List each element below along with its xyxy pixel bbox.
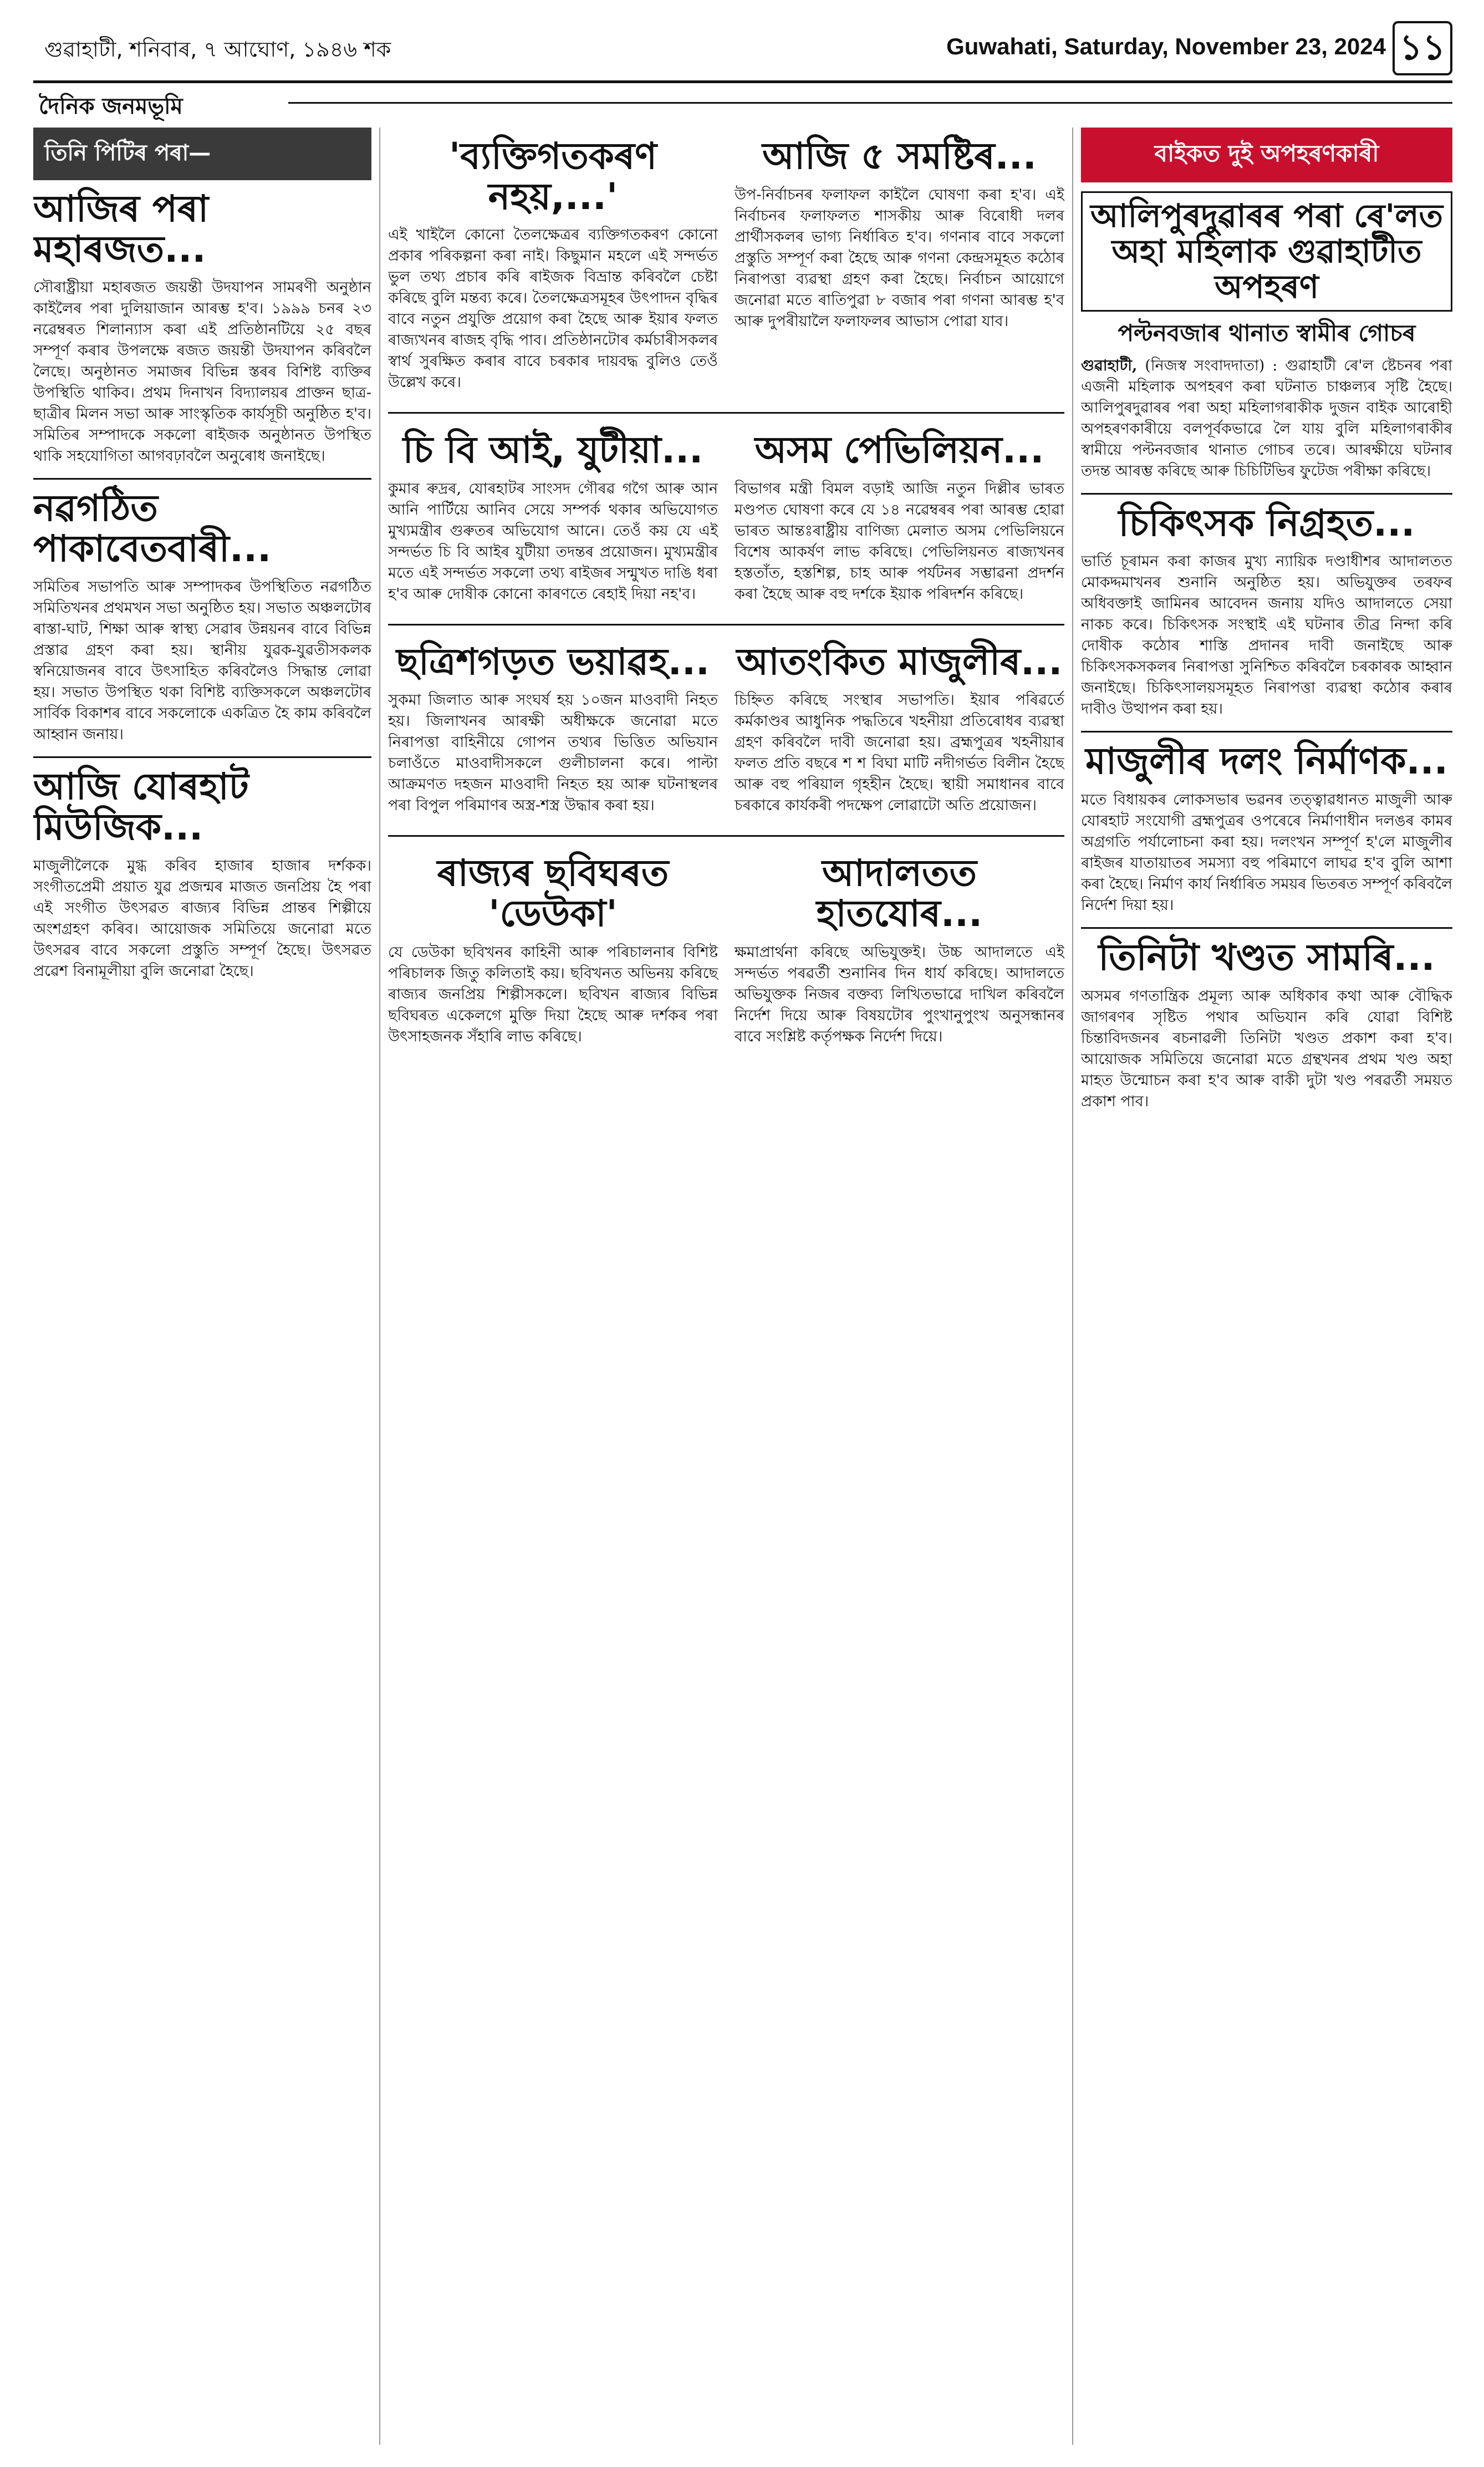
article-body: চিহ্নিত কৰিছে সংস্থাৰ সভাপতি। ইয়াৰ পৰিৱৰ্তে কৰ্মকাণ্ডৰ আধুনিক পদ্ধতিৰে খহনীয়া প্ৰতিৰোধৰ ব্যৱস্থা গ্ৰহণ কৰিবলৈ দাবী জনোৱা হয়। ব্ৰহ্মপুত্ৰৰ খহনীয়াৰ ফলত প্ৰতি বছৰে শ শ বিঘা মাটি নদীগৰ্ভত বিলীন হৈছে আৰু বহু পৰিয়াল গৃহহীন হৈছে। স্থায়ী সমাধানৰ বাবে চৰকাৰে কাৰ্যকৰী পদক্ষেপ লোৱাটো অতি প্ৰয়োজন। [735,691,1064,815]
article-headline: আতংকিত মাজুলীৰ... [736,640,1063,683]
masthead [33,11,1452,78]
article-divider [388,412,1064,414]
article-headline: চি বি আই, যুটীয়া... [402,429,703,472]
article [388,421,718,616]
section-kicker: বাইকত দুই অপহৰণকাৰী [1081,128,1452,182]
article-divider [33,478,371,480]
article-row [388,128,1064,404]
article-headline: মাজুলীৰ দলং নিৰ্মাণক... [1085,740,1448,783]
article-divider [1081,493,1452,495]
article-dateline: গুৱাহাটী, [1081,357,1138,374]
article-headline: অসম পেভিলিয়ন... [754,429,1044,472]
article-headline: আজিৰ পৰা মহাৰজত... [33,187,209,271]
article-subheadline: পল্টনবজাৰ থানাত স্বামীৰ গোচৰ [1118,319,1416,347]
article [735,633,1064,828]
article-headline: নৱগঠিত পাকাবেতবাৰী... [33,487,272,570]
article-divider [388,835,1064,837]
article-headline: চিকিৎসক নিগ্ৰহত... [1118,501,1415,545]
article-headline: 'ব্যক্তিগতকৰণ নহয়,...' [448,135,657,218]
article-body: অসমৰ গণতান্ত্ৰিক প্ৰমূল্য আৰু অধিকাৰ কথা আৰু বৌদ্ধিক জাগৰণৰ সৃষ্টিত পথাৰ অভিযান কৰি যোৱা বিশিষ্ট চিন্তাবিদজনৰ ৰচনাৱলী তিনিটা খণ্ডত প্ৰকাশ কৰা হ'ব। আয়োজক সমিতিয়ে জনোৱা মতে গ্ৰন্থখনৰ প্ৰথম খণ্ড অহা মাহত উন্মোচন কৰা হ'ব আৰু বাকী দুটা খণ্ড পৰৱৰ্তী সময়ত প্ৰকাশ পাব। [1081,987,1452,1110]
article-body: মতে বিধায়কৰ লোকসভাৰ ভৱনৰ তত্ত্বাৱধানত মাজুলী আৰু যোৰহাট সংযোগী ব্ৰহ্মপুত্ৰৰ ওপৰেৰে নিৰ্মাণাধীন দলঙৰ কামৰ অগ্ৰগতি পৰ্যালোচনা কৰা হয়। দলংখন সম্পূৰ্ণ হ'লে মাজুলীৰ ৰাইজৰ যাতায়াতৰ সমস্যা বহু পৰিমাণে লাঘৱ হ'ব বুলি আশা কৰা হৈছে। নিৰ্মাণ কাৰ্য নিৰ্ধাৰিত সময়ৰ ভিতৰত সম্পূৰ্ণ কৰিবলৈ নিৰ্দেশ দিয়া হয়। [1081,791,1452,914]
article [388,845,718,1058]
article-body: ক্ষমাপ্ৰাৰ্থনা কৰিছে অভিযুক্তই। উচ্চ আদালতে এই সন্দৰ্ভত পৰৱৰ্তী শুনানিৰ দিন ধাৰ্য কৰিছে। আদালতে অভিযুক্তক নিজৰ বক্তব্য লিখিতভাৱে দাখিল কৰিবলৈ নিৰ্দেশ দিয়ে আৰু বিষয়টোৰ পুংখানুপুংখ অনুসন্ধানৰ বাবে সংশ্লিষ্ট কৰ্তৃপক্ষক নিৰ্দেশ দিয়ে। [735,943,1064,1045]
article-headline: আদালতত হাতযোৰ... [816,852,983,935]
article-row [388,421,1064,616]
article [735,845,1064,1058]
paper-name: দৈনিক জনমভূমি [39,94,183,119]
page-number: ১১ [1393,21,1452,75]
article [388,128,718,404]
paper-name-rule [288,102,1452,104]
article-body [1081,355,1452,482]
article [735,421,1064,616]
section-kicker: তিনি পিটিৰ পৰা— [33,128,371,180]
article-headline: আজি ৫ সমষ্টিৰ... [762,135,1037,177]
article-body: উপ-নিৰ্বাচনৰ ফলাফল কাইলৈ ঘোষণা কৰা হ'ব। এই নিৰ্বাচনৰ ফলাফলত শাসকীয় আৰু বিৰোধী দলৰ প্ৰাৰ্থীসকলৰ ভাগ্য নিৰ্ধাৰিত হ'ব। গণনাৰ বাবে সকলো প্ৰস্তুতি সম্পূৰ্ণ কৰা হৈছে আৰু গণনা কেন্দ্ৰসমূহত কঠোৰ নিৰাপত্তা ব্যৱস্থা গ্ৰহণ কৰা হৈছে। নিৰ্বাচন আয়োগে জনোৱা মতে ৰাতিপুৱা ৮ বজাৰ পৰা গণনা আৰম্ভ হ'ব আৰু দুপৰীয়ালৈ ফলাফলৰ আভাস পোৱা যাব। [735,186,1064,330]
article-headline: ৰাজ্যৰ ছবিঘৰত 'ডেউকা' [437,852,669,935]
article-row [388,845,1064,1058]
column-middle [388,128,1064,2445]
article-body: সমিতিৰ সভাপতি আৰু সম্পাদকৰ উপস্থিতিত নৱগঠিত সমিতিখনৰ প্ৰথমখন সভা অনুষ্ঠিত হয়। সভাত অঞ্চলটোৰ ৰাস্তা-ঘাট, শিক্ষা আৰু স্বাস্থ্য সেৱাৰ উন্নয়নৰ বাবে বিভিন্ন প্ৰস্তাৱ গ্ৰহণ কৰা হয়। স্থানীয় যুৱক-যুৱতীসকলক স্বনিয়োজনৰ বাবে উৎসাহিত কৰিবলৈও সিদ্ধান্ত লোৱা হয়। সভাত উপস্থিত থকা বিশিষ্ট ব্যক্তিসকলে অঞ্চলটোৰ সাৰ্বিক বিকাশৰ বাবে সকলোকে একত্ৰিত হৈ কাম কৰিবলৈ আহ্বান জনায়। [33,578,371,744]
article-row [388,633,1064,828]
column-right [1081,128,1452,2445]
article-divider [1081,927,1452,929]
article-body: বিভাগৰ মন্ত্ৰী বিমল বড়াই আজি নতুন দিল্লীৰ ভাৰত মণ্ডপত ঘোষণা কৰে যে ১৪ নৱেম্বৰৰ পৰা আৰম্ভ হোৱা ভাৰত আন্তঃৰাষ্ট্ৰীয় বাণিজ্য মেলাত অসম পেভিলিয়নে বিশেষ আকৰ্ষণ লাভ কৰিছে। পেভিলিয়নত ৰাজ্যখনৰ হস্ততাঁত, হস্তশিল্প, চাহ আৰু পৰ্যটনৰ সম্ভাৱনা প্ৰদৰ্শন কৰা হৈছে আৰু বহু দৰ্শকে ইয়াক পৰিদৰ্শন কৰিছে। [735,480,1064,603]
article-divider [1081,731,1452,733]
column-divider [379,128,380,2445]
top-rule [33,80,1452,83]
article [735,128,1064,404]
article-headline: তিনিটা খণ্ডত সামৰি... [1098,935,1435,979]
masthead-date-english: Guwahati, Saturday, November 23, 2024 [946,33,1386,59]
article-body: মাজুলীলৈকে মুগ্ধ কৰিব হাজাৰ হাজাৰ দৰ্শকক। সংগীতপ্ৰেমী প্ৰয়াত যুৱ প্ৰজন্মৰ মাজত জনপ্ৰিয় হৈ পৰা এই সংগীত উৎসৱত ৰাজ্যৰ বিভিন্ন প্ৰান্তৰ শিল্পীয়ে অংশগ্ৰহণ কৰিব। আয়োজক সমিতিয়ে জনোৱা মতে উৎসৱৰ বাবে সকলো প্ৰস্তুতি সম্পূৰ্ণ হৈছে। উৎসৱত প্ৰৱেশ বিনামূলীয়া বুলি জনোৱা হৈছে। [33,857,371,980]
article-body: কুমাৰ ৰুদ্ৰৰ, যোৰহাটৰ সাংসদ গৌৰৱ গগৈ আৰু আন আনি পাৰ্টিয়ে আনিব সেয়ে সম্পৰ্ক থকাৰ অভিযোগত মুখ্যমন্ত্ৰীৰ গুৰুতৰ অভিযোগ আনে। তেওঁ কয় যে এই সন্দৰ্ভত চি বি আইৰ যুটীয়া তদন্তৰ প্ৰয়োজন। মুখ্যমন্ত্ৰীৰ মতে এই সন্দৰ্ভত সকলো তথ্য ৰাইজৰ সন্মুখত দাঙি ধৰা হ'ব আৰু দোষীক কোনো কাৰণতে ৰেহাই দিয়া নহ'ব। [388,480,718,603]
article-divider [388,624,1064,625]
article-body: সৌৰাষ্ট্ৰীয়া মহাৰজত জয়ন্তী উদযাপন সামৰণী অনুষ্ঠান কাইলৈৰ পৰা দুলিয়াজান আৰম্ভ হ'ব। ১৯৯৯ চনৰ ২৩ নৱেম্বৰত শিলান্যাস কৰা এই প্ৰতিষ্ঠানটিয়ে ২৫ বছৰ সম্পূৰ্ণ কৰাৰ উপলক্ষে ৰজত জয়ন্তী উদযাপন কৰিবলৈ লৈছে। অনুষ্ঠানত সমাজৰ বিভিন্ন স্তৰৰ বিশিষ্ট ব্যক্তিৰ উপস্থিতি থাকিব। প্ৰথম দিনাখন বিদ্যালয়ৰ প্ৰাক্তন ছাত্ৰ-ছাত্ৰীৰ মিলন সভা আৰু সাংস্কৃতিক কাৰ্যসূচী অনুষ্ঠিত হ'ব। সমিতিৰ সম্পাদকে সকলো ৰাইজক অনুষ্ঠানত উপস্থিত থাকি সহযোগিতা আগবঢ়াবলৈ অনুৰোধ জনাইছে। [33,279,371,465]
article-body: এই খাইলৈ কোনো তৈলক্ষেত্ৰৰ ব্যক্তিগতকৰণ কোনো প্ৰকাৰ পৰিকল্পনা কৰা নাই। কিছুমান মহলে এই সন্দৰ্ভত ভুল তথ্য প্ৰচাৰ কৰি ৰাইজক বিভ্ৰান্ত কৰিবলৈ চেষ্টা কৰিছে বুলি মন্তব্য কৰে। তৈলক্ষেত্ৰসমূহৰ উৎপাদন বৃদ্ধিৰ বাবে নতুন প্ৰযুক্তি প্ৰয়োগ কৰা হৈছে আৰু ইয়াৰ ফলত ৰাজ্যখনৰ ৰাজহ বৃদ্ধি পাব। প্ৰতিষ্ঠানটোৰ কৰ্মচাৰীসকলৰ স্বাৰ্থ সুৰক্ষিত কৰাৰ বাবে চৰকাৰ দায়বদ্ধ বুলিও তেওঁ উল্লেখ কৰে। [388,226,718,391]
article-body: যে ডেউকা ছবিখনৰ কাহিনী আৰু পৰিচালনাৰ বিশিষ্ট পৰিচালক জিতু কলিতাই কয়। ছবিখনত অভিনয় কৰিছে ৰাজ্যৰ জনপ্ৰিয় শিল্পীসকলে। ছবিখন ৰাজ্যৰ বিভিন্ন ছবিঘৰত একেলগে মুক্তি দিয়া হৈছে আৰু দৰ্শকৰ পৰা উৎসাহজনক সঁহাৰি লাভ কৰিছে। [388,943,718,1045]
column-left [33,128,371,2445]
article-body: সুকমা জিলাত আৰু সংঘৰ্ষ হয় ১০জন মাওবাদী নিহত হয়। জিলাখনৰ আৰক্ষী অধীক্ষকে জনোৱা মতে নিৰাপত্তা বাহিনীয়ে গোপন তথ্যৰ ভিত্তিত অভিযান চলাওঁতে মাওবাদীসকলে গুলীচালনা কৰে। পাল্টা আক্ৰমণত দহজন মাওবাদী নিহত হয় আৰু ঘটনাস্থলৰ পৰা বিপুল পৰিমাণৰ অস্ত্ৰ-শস্ত্ৰ উদ্ধাৰ কৰা হয়। [388,691,718,815]
article-divider [33,756,371,758]
article [388,633,718,828]
article-headline: আলিপুৰদুৱাৰৰ পৰা ৰে'লত অহা মহিলাক গুৱাহাটীত অপহৰণ [1081,191,1452,312]
article-text: (নিজস্ব সংবাদদাতা) : গুৱাহাটী ৰে'ল ষ্টেচনৰ পৰা এজনী মহিলাক অপহৰণ কৰা ঘটনাত চাঞ্চল্যৰ সৃষ্টি হৈছে। আলিপুৰদুৱাৰৰ পৰা অহা মহিলাগৰাকীক দুজন বাইক আৰোহী অপহৰণকাৰীয়ে বলপূৰ্বকভাৱে লৈ যায় বুলি মহিলাগৰাকীৰ স্বামীয়ে পল্টনবজাৰ থানাত গোচৰ তৰে। আৰক্ষীয়ে ঘটনাৰ তদন্ত আৰম্ভ কৰিছে আৰু চিচিটিভিৰ ফুটেজ পৰীক্ষা কৰিছে। [1081,357,1452,480]
column-divider [1072,128,1073,2445]
article-headline: ছত্ৰিশগড়ত ভয়াৱহ... [396,640,710,683]
article-headline: আজি যোৰহাট মিউজিক... [33,765,249,848]
masthead-date-assamese: গুৱাহাটী, শনিবাৰ, ৭ আঘোণ, ১৯৪৬ শক [44,37,391,62]
article-body: ভাৰ্তি চূৰামন কৰা কাজৰ মুখ্য ন্যায়িক দণ্ডাধীশৰ আদালতত মোকদ্দমাখনৰ শুনানি অনুষ্ঠিত হয়। অভিযুক্তৰ তৰফৰ অধিবক্তাই জামিনৰ আবেদন জনায় যদিও আদালতে সেয়া নাকচ কৰে। চিকিৎসক সংস্থাই এই ঘটনাৰ তীব্ৰ নিন্দা কৰি দোষীক কঠোৰ শাস্তি প্ৰদানৰ দাবী জনাইছে আৰু চিকিৎসকসকলৰ নিৰাপত্তা সুনিশ্চিত কৰিবলৈ চৰকাৰক আহ্বান জনাইছে। চিকিৎসালয়সমূহত নিৰাপত্তা ব্যৱস্থা কঠোৰ কৰাৰ দাবীও উত্থাপন কৰা হয়। [1081,553,1452,718]
